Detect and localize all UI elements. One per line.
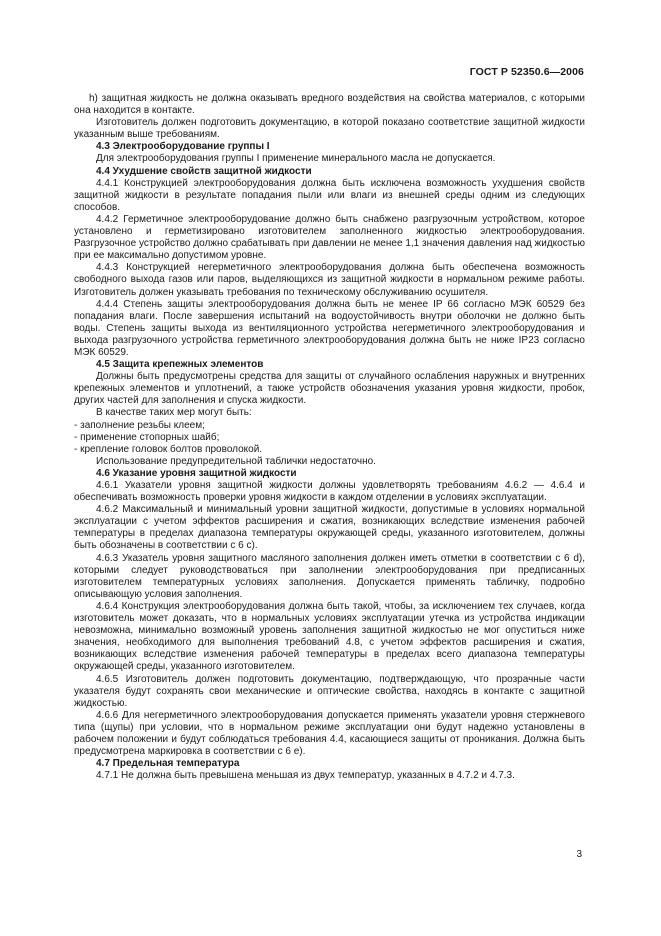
paragraph: Использование предупредительной таблички недостаточно. — [96, 455, 376, 467]
paragraph: h) защитная жидкость не должна оказывать вредного воздействия на свойства материалов, с которыми она находится в контакте. — [74, 93, 585, 117]
section-heading: 4.5 Защита крепежных элементов — [96, 359, 264, 371]
list-item: - заполнение резьбы клеем; — [74, 419, 205, 431]
paragraph: 4.6.4 Конструкция электрооборудования должна быть такой, чтобы, за исключением тех случаев, когда изготовитель может доказать, что в нормальных условиях эксплуатации утечка из устройства индикации невозможна, минимально возможный уровень заполнения защитной жидкостью не мог опуститься ниже значения, необходимого для выполнения требований 4.8, с учетом эффектов расширения и сжатия, возникающих вследствие изменения рабочей температуры в пределах всего диапазона температуры окружающей среды, указанного изготовителем. — [74, 600, 585, 673]
paragraph: 4.6.3 Указатель уровня защитного масляного заполнения должен иметь отметки в соответствии с 6 d), которыми следует руководствоваться при заполнении электрооборудования при предписанных изготовителем температурных условиях заполнения. Допускается применять табличку, подробно описывающую условия заполнения. — [74, 552, 585, 600]
paragraph: 4.4.3 Конструкцией негерметичного электрооборудования должна быть обеспечена возможность свободного выхода газов или паров, выделяющихся из защитной жидкости в нормальном режиме работы. Изготовитель должен указывать требования по техническому обслуживанию осушителя. — [74, 262, 585, 298]
section-heading: 4.6 Указание уровня защитной жидкости — [96, 467, 297, 479]
paragraph: 4.7.1 Не должна быть превышена меньшая из двух температур, указанных в 4.7.2 и 4.7.3. — [96, 770, 515, 782]
document-standard-number: ГОСТ Р 52350.6—2006 — [469, 66, 584, 78]
paragraph: В качестве таких мер могут быть: — [96, 407, 252, 419]
paragraph: Изготовитель должен подготовить документацию, в которой показано соответствие защитной жидкости указанным выше требованиям. — [74, 117, 585, 141]
paragraph: 4.4.4 Степень защиты электрооборудования должна быть не менее IP 66 согласно МЭК 60529 без попадания влаги. После завершения испытаний на водоустойчивость внутри оболочки не должно быть воды. Степень защиты выхода из вентиляционного устройства негерметичного электрооборудования и выхода разгрузочного устройства герметичного электрооборудования должна быть не ниже IP23 согласно МЭК 60529. — [74, 298, 585, 358]
section-heading: 4.3 Электрооборудование группы I — [96, 141, 270, 153]
document-body — [74, 93, 585, 782]
paragraph: 4.6.5 Изготовитель должен подготовить документацию, подтверждающую, что прозрачные части указателя будут сохранять свои механические и оптические свойства, находясь в контакте с защитной жидкостью. — [74, 673, 585, 709]
paragraph: 4.4.1 Конструкцией электрооборудования должна быть исключена возможность ухудшения свойств защитной жидкости в результате попадания пыли или влаги из внешней среды одним из следующих способов. — [74, 177, 585, 213]
section-heading: 4.7 Предельная температура — [96, 758, 240, 770]
paragraph: Для электрооборудования группы I применение минерального масла не допускается. — [96, 153, 496, 165]
section-heading: 4.4 Ухудшение свойств защитной жидкости — [96, 165, 312, 177]
list-item: - применение стопорных шайб; — [74, 431, 220, 443]
paragraph: 4.6.6 Для негерметичного электрооборудования допускается применять указатели уровня стержневого типа (щупы) при условии, что в нормальном режиме эксплуатации они будут надежно установлены в рабочем положении и будут соблюдаться требования 4.4, касающиеся защиты от проникания. Должна быть предусмотрена маркировка в соответствии с 6 е). — [74, 709, 585, 758]
paragraph: 4.6.2 Максимальный и минимальный уровни защитной жидкости, допустимые в условиях нормальной эксплуатации с учетом эффектов расширения и сжатия, возникающих вследствие изменения рабочей температуры в пределах диапазона температуры окружающей среды, указанного изготовителем, должны быть обозначены в соответствии с 6 с). — [74, 504, 585, 552]
list-item: - крепление головок болтов проволокой. — [74, 443, 263, 455]
paragraph: 4.4.2 Герметичное электрооборудование должно быть снабжено разгрузочным устройством, которое установлено и герметизировано изготовителем заполненного жидкостью электрооборудования. Разгрузочное устройство должно срабатывать при давлении не менее 1,1 значения давления над жидкостью при ее максимально допустимом уровне. — [74, 213, 585, 262]
page-number: 3 — [576, 849, 582, 860]
paragraph: 4.6.1 Указатели уровня защитной жидкости должны удовлетворять требованиям 4.6.2 — 4.6.4 и обеспечивать возможность проверки уровня жидкости в каждом отделении в условиях эксплуатации. — [74, 480, 585, 504]
paragraph: Должны быть предусмотрены средства для защиты от случайного ослабления наружных и внутренних крепежных элементов и уплотнений, а также устройств обозначения указания уровня жидкости, пробок, других частей для заполнения и спуска жидкости. — [74, 371, 585, 407]
